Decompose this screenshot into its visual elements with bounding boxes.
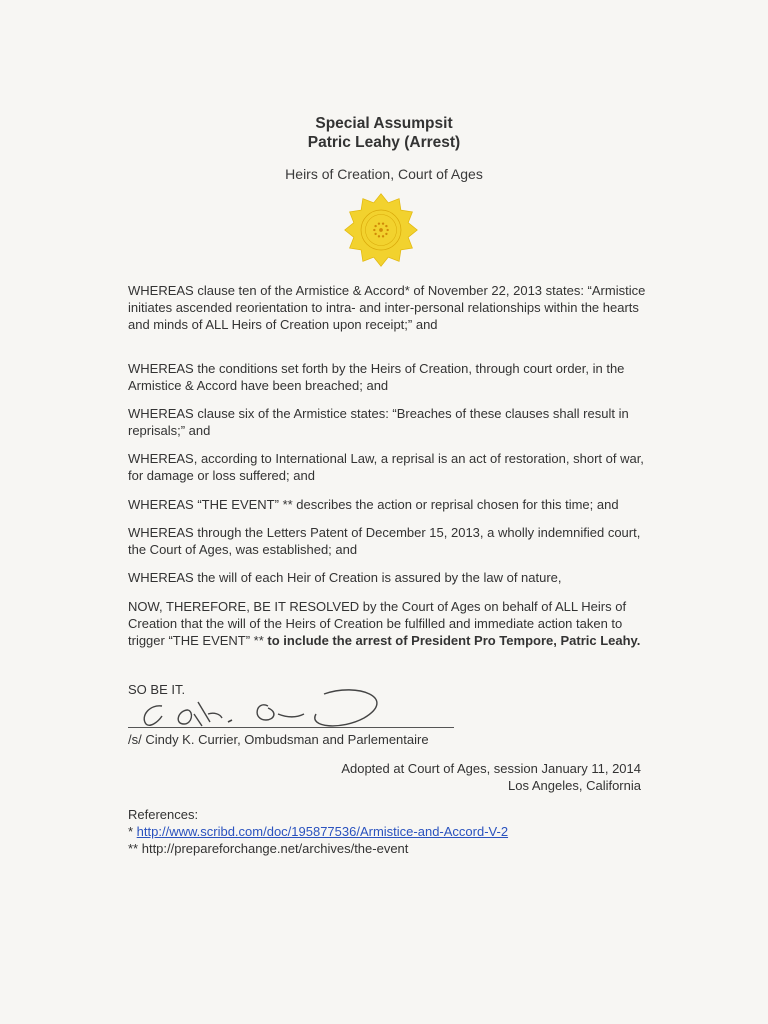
so-be-it: SO BE IT. <box>128 682 186 697</box>
document-subtitle: Heirs of Creation, Court of Ages <box>285 166 483 182</box>
resolution-paragraph <box>128 598 648 649</box>
clause-2: WHEREAS the conditions set forth by the Heirs of Creation, through court order, in the Armistice & Accord have been breached; and <box>128 361 625 393</box>
references <box>128 806 508 857</box>
references-heading: References: <box>128 807 199 822</box>
resolution-bold-text: to include the arrest of President Pro Tempore, Patric Leahy. <box>267 633 641 648</box>
seal-dot <box>382 235 384 237</box>
adoption-block <box>341 760 641 794</box>
resolution-text: NOW, THEREFORE, BE IT RESOLVED by the Court of Ages on behalf of ALL Heirs of Creation that the will of the Heirs of Creation be fulfilled and immediate action taken to trigger “THE EVENT” ** <box>128 599 627 648</box>
signature-line <box>128 727 454 728</box>
document-subject: Patric Leahy (Arrest) <box>307 134 461 151</box>
seal-dot <box>374 233 376 235</box>
signer-name: /s/ Cindy K. Currier, Ombudsman and Parlementaire <box>128 732 429 747</box>
seal-dot <box>378 222 380 224</box>
reference-1-marker: * <box>128 824 137 839</box>
seal-dot <box>385 225 387 227</box>
document-title: Special Assumpsit <box>315 115 453 132</box>
gold-star-seal-icon <box>344 193 418 267</box>
clause-7: WHEREAS the will of each Heir of Creation is assured by the law of nature, <box>128 570 562 585</box>
seal-dot <box>385 233 387 235</box>
reference-1 <box>128 823 508 840</box>
adoption-session: Adopted at Court of Ages, session January 11, 2014 <box>341 761 641 776</box>
clause-6: WHEREAS through the Letters Patent of December 15, 2013, a wholly indemnified court, the Court of Ages, was established; and <box>128 525 641 557</box>
handwritten-signature <box>128 684 468 732</box>
reference-1-link[interactable]: http://www.scribd.com/doc/195877536/Armistice-and-Accord-V-2 <box>136 824 509 839</box>
clause-3: WHEREAS clause six of the Armistice states: “Breaches of these clauses shall result in reprisals;” and <box>128 406 629 438</box>
seal-dot <box>382 222 384 224</box>
seal-dot <box>386 229 388 231</box>
seal-dot <box>374 225 376 227</box>
seal-dot <box>373 229 375 231</box>
clause-5: WHEREAS “THE EVENT” ** describes the action or reprisal chosen for this time; and <box>128 497 619 512</box>
seal-dot <box>378 235 380 237</box>
reference-2: ** http://prepareforchange.net/archives/the-event <box>128 841 409 856</box>
adoption-location: Los Angeles, California <box>508 778 641 793</box>
clause-1: WHEREAS clause ten of the Armistice & Accord* of November 22, 2013 states: “Armistice initiates ascended reorientation to intra- and inter-personal relationships within the hearts and minds of ALL Heirs of Creation upon receipt;” and <box>128 283 646 332</box>
clause-4: WHEREAS, according to International Law, a reprisal is an act of restoration, short of war, for damage or loss suffered; and <box>128 451 644 483</box>
